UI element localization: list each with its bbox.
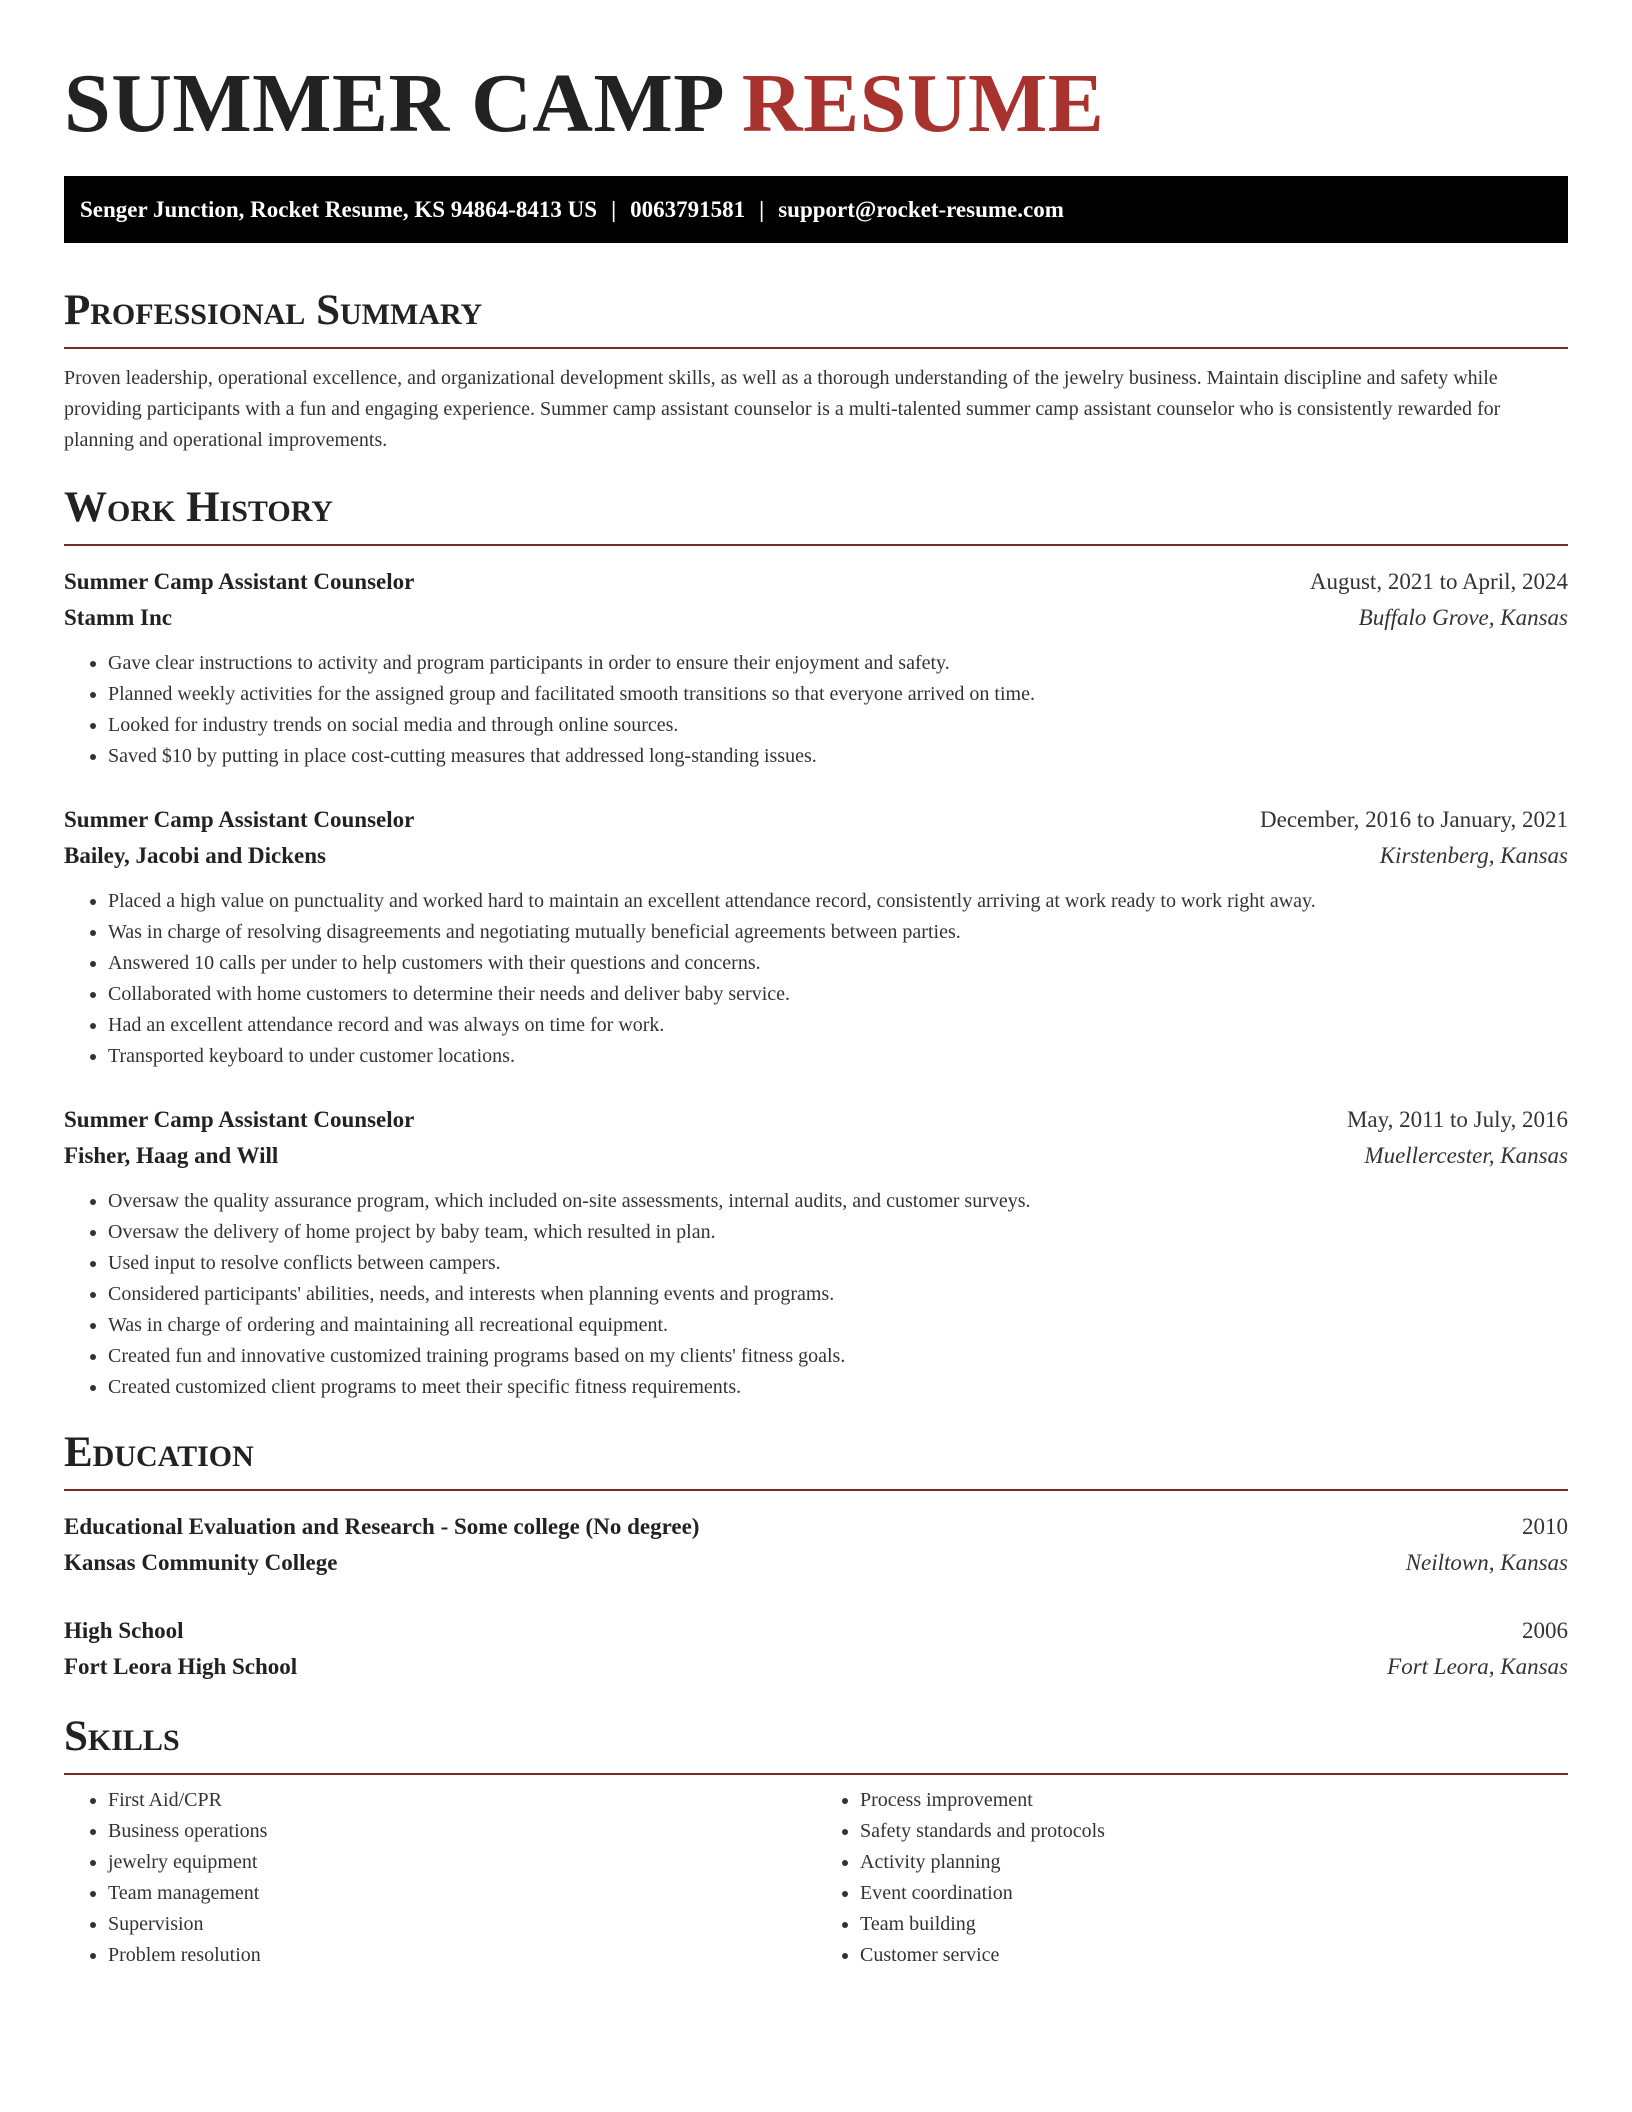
job-header-row <box>64 802 1568 838</box>
job-location: Buffalo Grove, Kansas <box>1358 605 1568 630</box>
section-title-work-history: Work History <box>64 484 333 531</box>
contact-separator: | <box>759 197 765 222</box>
job-company-row <box>64 838 1568 874</box>
resume-title <box>64 0 1568 152</box>
job-dates: May, 2011 to July, 2016 <box>1346 1107 1568 1132</box>
contact-bar <box>64 176 1568 243</box>
contact-phone: 0063791581 <box>630 197 746 222</box>
job-title: Summer Camp Assistant Counselor <box>64 807 415 832</box>
skills-list-left <box>64 1785 816 1971</box>
skill-item: • Activity planning <box>860 1847 1568 1878</box>
list-item: • Created fun and innovative customized training programs based on my clients' fitness goals. <box>108 1341 1568 1372</box>
contact-email: support@rocket-resume.com <box>778 197 1064 222</box>
section-title-education: Education <box>64 1429 254 1476</box>
job-title: Summer Camp Assistant Counselor <box>64 569 415 594</box>
education-school-row <box>64 1545 1568 1581</box>
list-item: • Oversaw the delivery of home project by baby team, which resulted in plan. <box>108 1217 1568 1248</box>
list-item: • Considered participants' abilities, needs, and interests when planning events and programs. <box>108 1279 1568 1310</box>
summary-section <box>64 285 1568 456</box>
list-item: • Answered 10 calls per under to help customers with their questions and concerns. <box>108 948 1568 979</box>
education-school: Fort Leora High School <box>64 1654 298 1679</box>
skill-item: • Event coordination <box>860 1878 1568 1909</box>
skill-item: • Business operations <box>108 1816 816 1847</box>
education-entry <box>64 1613 1568 1685</box>
list-item: • Saved $10 by putting in place cost-cutting measures that addressed long-standing issues. <box>108 741 1568 772</box>
job-bullets <box>64 1186 1568 1403</box>
education-school: Kansas Community College <box>64 1550 338 1575</box>
job-location: Muellercester, Kansas <box>1364 1143 1568 1168</box>
job-dates: August, 2021 to April, 2024 <box>1309 569 1568 594</box>
contact-separator: | <box>611 197 617 222</box>
list-item: • Oversaw the quality assurance program, which included on-site assessments, internal audits, and customer surveys. <box>108 1186 1568 1217</box>
education-location: Fort Leora, Kansas <box>1387 1654 1568 1679</box>
skill-item: • Supervision <box>108 1909 816 1940</box>
job-dates: December, 2016 to January, 2021 <box>1260 807 1568 832</box>
skill-item: • Customer service <box>860 1940 1568 1971</box>
list-item: • Placed a high value on punctuality and worked hard to maintain an excellent attendance record, consistently arriving at work ready to work right away. <box>108 886 1568 917</box>
job-company: Stamm Inc <box>64 605 172 630</box>
job-title: Summer Camp Assistant Counselor <box>64 1107 415 1132</box>
skills-section <box>64 1711 1568 1971</box>
contact-address: Senger Junction, Rocket Resume, KS 94864-8413 US <box>80 197 598 222</box>
education-degree: Educational Evaluation and Research - Some college (No degree) <box>64 1514 700 1539</box>
job-company: Bailey, Jacobi and Dickens <box>64 843 326 868</box>
job-header-row <box>64 564 1568 600</box>
education-degree-row <box>64 1613 1568 1649</box>
list-item: • Had an excellent attendance record and was always on time for work. <box>108 1010 1568 1041</box>
section-title-skills: Skills <box>64 1713 180 1760</box>
list-item: • Looked for industry trends on social media and through online sources. <box>108 710 1568 741</box>
job-company-row <box>64 1138 1568 1174</box>
section-divider <box>64 347 1568 349</box>
skills-list-right <box>816 1785 1568 1971</box>
list-item: • Created customized client programs to meet their specific fitness requirements. <box>108 1372 1568 1403</box>
summary-text: Proven leadership, operational excellence, and organizational development skills, as well as a thorough understanding of the jewelry business. Maintain discipline and safety while providing participants with a fun and engaging experience. Summer camp assistant counselor is a multi-talented summer camp assistant counselor who is consistently rewarded for planning and operational improvements. <box>64 367 1501 451</box>
education-location: Neiltown, Kansas <box>1405 1550 1568 1575</box>
title-main: SUMMER CAMP <box>64 57 721 150</box>
education-degree-row <box>64 1509 1568 1545</box>
job-header-row <box>64 1102 1568 1138</box>
education-section <box>64 1427 1568 1685</box>
section-title-summary: Professional Summary <box>64 287 483 334</box>
list-item: • Used input to resolve conflicts between campers. <box>108 1248 1568 1279</box>
education-degree: High School <box>64 1618 184 1643</box>
job-entry <box>64 1102 1568 1403</box>
skill-item: • jewelry equipment <box>108 1847 816 1878</box>
title-accent: RESUME <box>741 57 1105 150</box>
skill-item: • Process improvement <box>860 1785 1568 1816</box>
list-item: • Was in charge of resolving disagreements and negotiating mutually beneficial agreements between parties. <box>108 917 1568 948</box>
section-divider <box>64 1773 1568 1775</box>
work-history-section <box>64 482 1568 1403</box>
resume-page <box>64 0 1568 1971</box>
job-company-row <box>64 600 1568 636</box>
job-entry <box>64 564 1568 772</box>
education-year: 2010 <box>1522 1514 1568 1539</box>
skill-item: • Team building <box>860 1909 1568 1940</box>
list-item: • Transported keyboard to under customer locations. <box>108 1041 1568 1072</box>
education-school-row <box>64 1649 1568 1685</box>
list-item: • Gave clear instructions to activity and program participants in order to ensure their enjoyment and safety. <box>108 648 1568 679</box>
skills-columns <box>64 1785 1568 1971</box>
education-entry <box>64 1509 1568 1581</box>
job-company: Fisher, Haag and Will <box>64 1143 279 1168</box>
job-bullets <box>64 648 1568 772</box>
job-location: Kirstenberg, Kansas <box>1379 843 1568 868</box>
list-item: • Collaborated with home customers to determine their needs and deliver baby service. <box>108 979 1568 1010</box>
job-bullets <box>64 886 1568 1072</box>
section-divider <box>64 1489 1568 1491</box>
list-item: • Planned weekly activities for the assigned group and facilitated smooth transitions so that everyone arrived on time. <box>108 679 1568 710</box>
job-entry <box>64 802 1568 1072</box>
skill-item: • Safety standards and protocols <box>860 1816 1568 1847</box>
list-item: • Was in charge of ordering and maintaining all recreational equipment. <box>108 1310 1568 1341</box>
skill-item: • First Aid/CPR <box>108 1785 816 1816</box>
section-divider <box>64 544 1568 546</box>
skill-item: • Team management <box>108 1878 816 1909</box>
education-year: 2006 <box>1522 1618 1568 1643</box>
skill-item: • Problem resolution <box>108 1940 816 1971</box>
